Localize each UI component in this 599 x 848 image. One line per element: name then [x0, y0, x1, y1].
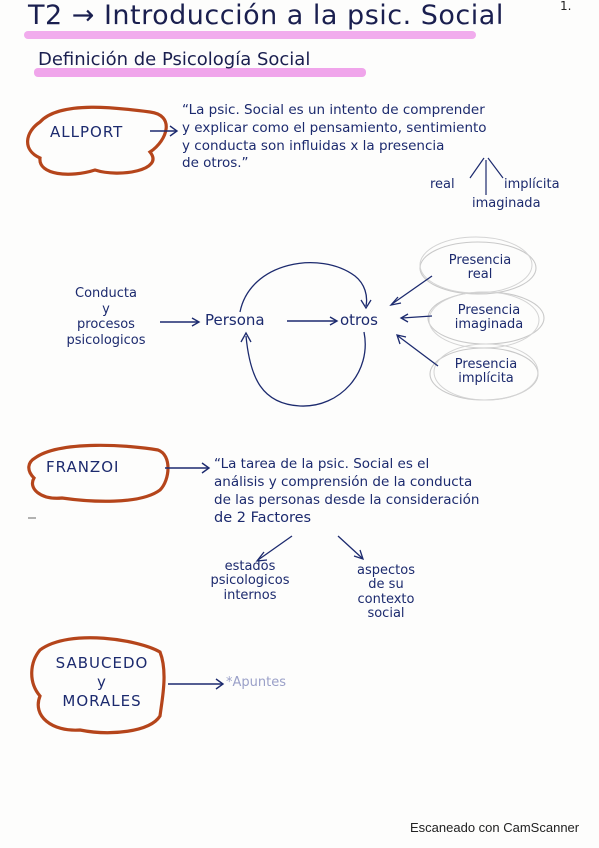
- factor-1-line-3: internos: [223, 587, 277, 603]
- otros-persona-lower-arc: [246, 332, 365, 406]
- factor-1-label: [200, 560, 300, 603]
- conducta-line-1: Conducta: [75, 286, 137, 301]
- franzoi-quote-line-2: análisis y comprensión de la conducta: [214, 473, 473, 490]
- presencia-real-line-1: Presencia: [448, 253, 512, 268]
- presencia-implicita-line-1: Presencia: [454, 357, 518, 372]
- presence-real: real: [430, 177, 455, 192]
- franzoi-quote-line-1: “La tarea de la psic. Social es el: [214, 456, 430, 472]
- implicita-to-otros-arrow: [398, 336, 438, 366]
- presence-implicita: implícita: [504, 177, 560, 192]
- sabucedo-line-1: SABUCEDO: [55, 654, 149, 672]
- allport-quote: [182, 102, 562, 173]
- factor-1-branch: [258, 536, 292, 560]
- camscanner-watermark: Escaneado con CamScanner: [410, 820, 580, 835]
- factor-2-line-1: aspectos: [357, 563, 415, 578]
- franzoi-quote: [214, 456, 584, 529]
- allport-author: ALLPORT: [50, 123, 124, 141]
- presencia-real-label: [440, 254, 520, 283]
- presence-imaginada: imaginada: [472, 196, 541, 211]
- franzoi-quote-line-3: de las personas desde la consideración: [214, 491, 480, 508]
- factor-2-branch: [338, 536, 362, 558]
- otros-node: otros: [340, 311, 378, 329]
- presencia-real-line-2: real: [467, 267, 493, 283]
- page-number: 1.: [560, 0, 572, 13]
- real-to-otros-arrow: [392, 276, 432, 304]
- sabucedo-line-2: y: [97, 672, 107, 691]
- factor-2-label: [346, 564, 426, 621]
- allport-quote-line-4: de otros.”: [182, 155, 249, 172]
- factor-2-line-4: social: [367, 605, 405, 621]
- section-subtitle: Definición de Psicología Social: [38, 49, 311, 70]
- presencia-imaginada-line-2: imaginada: [454, 317, 524, 333]
- factor-1-line-1: estados: [224, 559, 276, 574]
- franzoi-author: FRANZOI: [46, 458, 120, 476]
- franzoi-quote-line-4: de 2 Factores: [214, 510, 312, 527]
- sabucedo-author: [44, 654, 160, 710]
- apuntes-note: *Apuntes: [226, 675, 286, 690]
- conducta-line-4: psicologicos: [66, 332, 146, 348]
- allport-quote-line-1: “La psic. Social es un intento de comprender: [182, 102, 485, 118]
- presencia-imaginada-line-1: Presencia: [457, 303, 521, 318]
- factor-2-line-3: contexto: [357, 591, 415, 607]
- allport-quote-line-3: y conducta son influidas x la presencia: [182, 137, 445, 154]
- factor-2-line-2: de su: [368, 577, 404, 593]
- conducta-label: [58, 286, 154, 348]
- sabucedo-line-3: MORALES: [62, 691, 142, 710]
- conducta-line-3: procesos: [77, 317, 135, 333]
- persona-otros-upper-arc: [240, 263, 367, 312]
- page-title: T2 → Introducción a la psic. Social: [28, 0, 504, 31]
- presencia-implicita-line-2: implícita: [458, 371, 514, 387]
- factor-1-line-2: psicologicos: [210, 573, 290, 589]
- persona-node: Persona: [205, 311, 265, 329]
- allport-quote-line-2: y explicar como el pensamiento, sentimiento: [182, 119, 487, 136]
- conducta-line-2: y: [102, 301, 110, 317]
- presencia-imaginada-label: [440, 304, 538, 333]
- presencia-implicita-label: [444, 358, 528, 387]
